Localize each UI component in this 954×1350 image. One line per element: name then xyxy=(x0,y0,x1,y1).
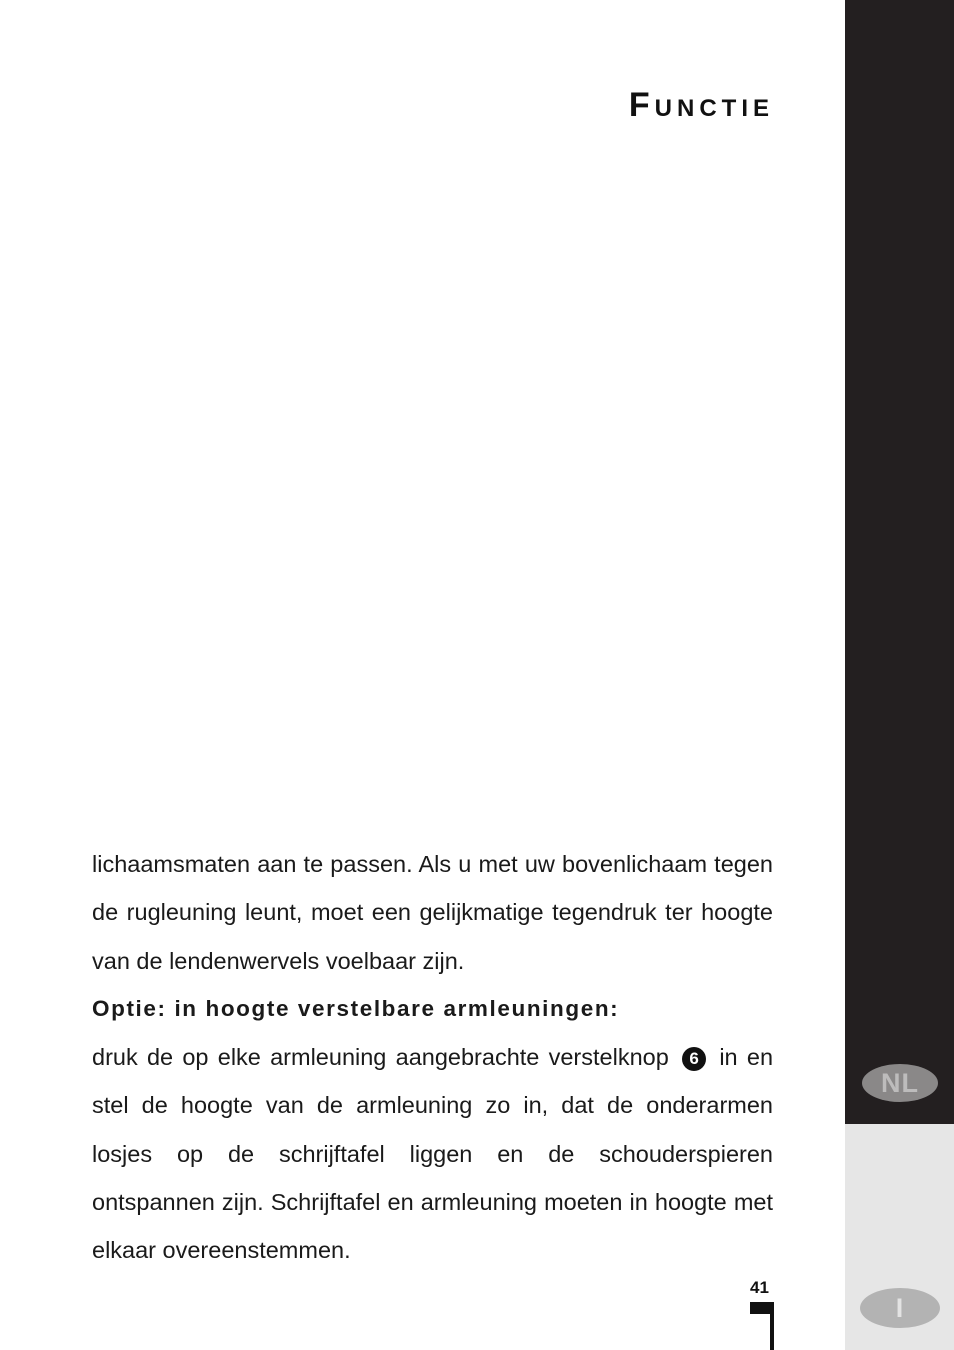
page-number: 41 xyxy=(750,1278,769,1297)
section-title: Functie xyxy=(628,86,774,124)
body-text xyxy=(92,840,773,1275)
paragraph-armrest-adjustment xyxy=(92,1033,773,1274)
page-corner-mark xyxy=(750,1302,774,1350)
paragraph-armrest-part2: in en stel de hoogte van de armleuning zo in, dat de onderarmen losjes op de schrijftafel liggen en de schouderspieren ontspannen zijn. Schrijftafel en armleuning moeten in hoogte met elkaar overeenstemmen. xyxy=(92,1044,774,1264)
corner-mark-vertical xyxy=(770,1302,774,1350)
paragraph-armrest-part1: druk de op elke armleuning aangebrachte verstelknop xyxy=(92,1044,669,1071)
reference-number-badge: 6 xyxy=(682,1047,706,1071)
language-tab-nl[interactable]: NL xyxy=(862,1064,938,1102)
subheading-armrests: Optie: in hoogte verstelbare armleuningen: xyxy=(92,995,620,1021)
paragraph-lumbar-support: lichaamsmaten aan te passen. Als u met uw bovenlichaam tegen de rugleuning leunt, moet een gelijkmatige tegendruk ter hoogte van de lendenwervels voelbaar zijn. xyxy=(92,851,773,974)
sidebar-dark-band xyxy=(845,0,954,1124)
language-tab-i[interactable]: I xyxy=(860,1288,940,1328)
